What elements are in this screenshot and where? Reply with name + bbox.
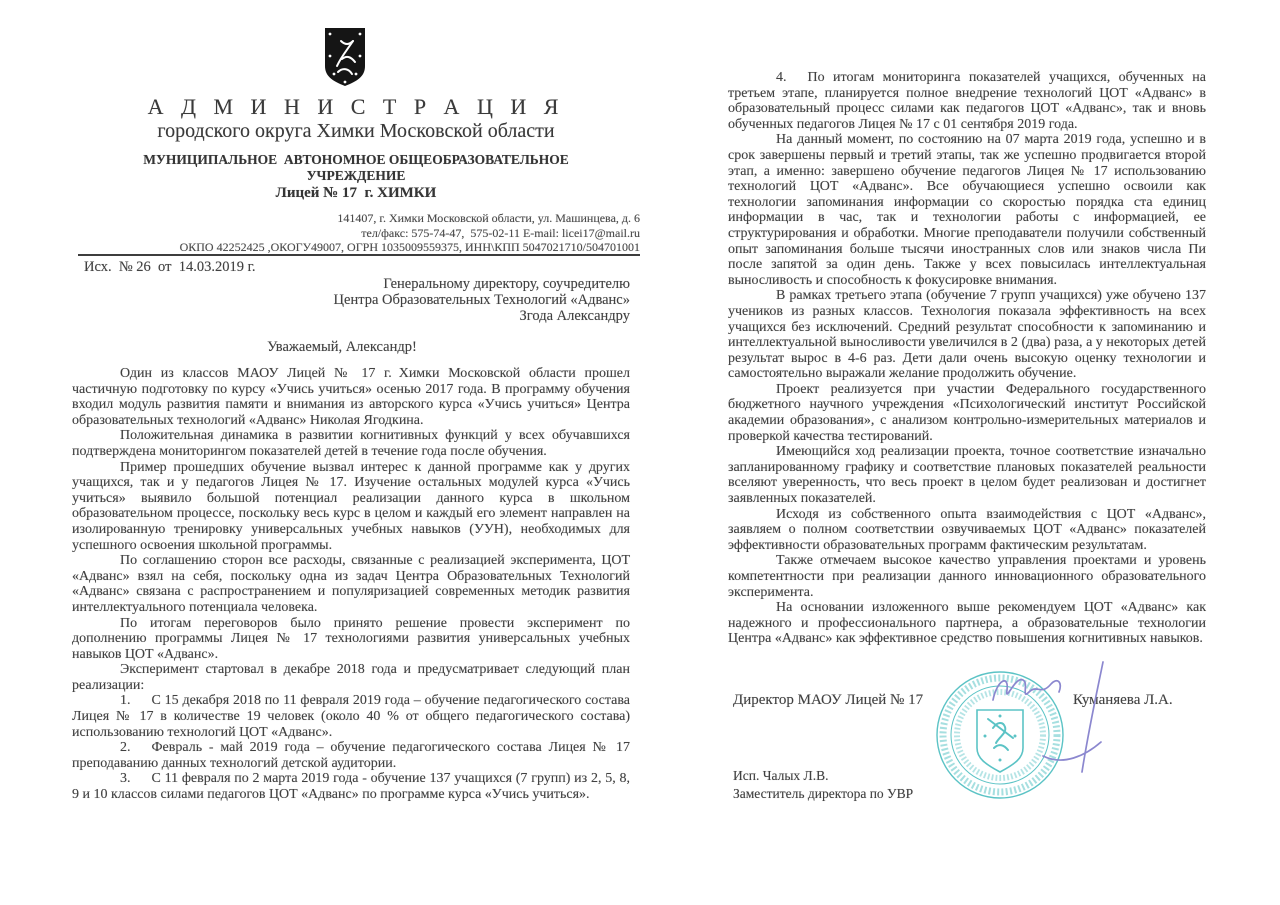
paragraph: Также отмечаем высокое качество управления проектами и уровень компетентности при реализации данного инновационного образовательного эксперимента. <box>728 553 1206 600</box>
addressee-name: Згода Александру <box>519 308 630 324</box>
addressee-block <box>300 276 630 324</box>
organization-name-line1: МУНИЦИПАЛЬНОЕ АВТОНОМНОЕ ОБЩЕОБРАЗОВАТЕЛЬНОЕ <box>143 152 569 167</box>
paragraph: Проект реализуется при участии Федерального государственного бюджетного научного учреждения «Психологический институт Российской академии образования», с анализом контрольно-измерительных материалов и проверкой качества тестирований. <box>728 381 1206 444</box>
administration-subtitle: городского округа Химки Московской области <box>157 120 555 142</box>
paragraph: 2. Февраль - май 2019 года – обучение педагогического состава Лицея № 17 преподаванию данных технологий детской аудитории. <box>72 740 630 771</box>
letterhead-divider <box>78 254 640 256</box>
coat-of-arms-icon <box>322 26 368 88</box>
paragraph: 1. С 15 декабря 2018 по 11 февраля 2019 года – обучение педагогического состава Лицея № 17 в количестве 19 человек (около 40 % от общего педагогического состава) использованию технологий ЦОТ «Адванс». <box>72 693 630 740</box>
paragraph: На данный момент, по состоянию на 07 марта 2019 года, успешно и в срок завершены первый и третий этапы, так же успешно продвигается второй этап, а именно: завершено обучение педагогов Лицея № 17 использованию технологий ЦОТ «Адванс». Все обучающиеся успешно освоили как технологии запоминания информации со скоростью порядка ста единиц информации в час, так и технологии работы с информацией, ее структурирования и обработки. Многие преподаватели получили собственный опыт запоминания больше тысячи иностранных слов или знаков числа Пи после запятой за один день. Также у всех повысилась интеллектуальная выносливость и способность к фокусировке внимания. <box>728 132 1206 288</box>
paragraph: Положительная динамика в развитии когнитивных функций у всех обучавшихся подтверждена мониторингом показателей детей в течение года после обучения. <box>72 428 630 459</box>
paragraph: В рамках третьего этапа (обучение 7 групп учащихся) уже обучено 137 учеников из разных классов. Технология показала эффективность на всех учащихся без исключений. Средний результат способности к запоминанию и интеллектуальной выносливости увеличился в 2 (два) раза, а у некоторых детей результат вырос в 4-6 раз. Дети дали очень высокую оценку технологии и самостоятельно выражали желание продолжить обучение. <box>728 288 1206 382</box>
organization-name-line2: УЧРЕЖДЕНИЕ <box>306 168 406 183</box>
paragraph: Имеющийся ход реализации проекта, точное соответствие изначально запланированному графику и соответствие плановых показателей реальности вселяют уверенность, что весь проект в целом будет реализован и достигнет заявленных показателей. <box>728 444 1206 507</box>
paragraph: Исходя из собственного опыта взаимодействия с ЦОТ «Адванс», заявляем о полном соответствии озвучиваемых ЦОТ «Адванс» показателей эффективности образовательных программ фактическим результатам. <box>728 506 1206 553</box>
director-position: Директор МАОУ Лицей № 17 <box>733 692 924 708</box>
letterhead-contacts <box>72 211 640 255</box>
paragraph: По соглашению сторон все расходы, связанные с реализацией эксперимента, ЦОТ «Адванс» взял на себя, поскольку одна из задач Центра Образовательных Технологий «Адванс» связана с распространением и популяризацией современных методик развития интеллектуального потенциала человека. <box>72 553 630 615</box>
paragraph: 4. По итогам мониторинга показателей учащихся, обученных на третьем этапе, планируется полное внедрение технологий ЦОТ «Адванс» в образовательный процесс силами как педагогов ЦОТ «Адванс», так и вновь обученных педагогов Лицея № 17 с 01 сентября 2019 года. <box>728 70 1206 132</box>
paragraph: Пример прошедших обучение вызвал интерес к данной программе как у других учащихся, так и у педагогов Лицея № 17. Изучение остальных модулей курса «Учись учиться» выявило большой потенциал реализации данного курса в школьном образовательном процессе, поскольку весь курс в целом и каждый его элемент направлен на изолированную тренировку универсальных учебных навыков (УУН), необходимых для успешного освоения школьной программы. <box>72 459 630 553</box>
letter-body-right-page <box>728 70 1206 647</box>
paragraph: По итогам переговоров было принято решение провести эксперимент по дополнению программы Лицея № 17 технологиями развития универсальных учебных навыков ЦОТ «Адванс». <box>72 615 630 662</box>
contact-registration-codes: ОКПО 42252425 ,ОКОГУ49007, ОГРН 1035009559375, ИНН\КПП 5047021710/504701001 <box>179 240 640 254</box>
contact-phone-email: тел/факс: 575-74-47, 575-02-11 E-mail: licei17@mail.ru <box>361 225 640 240</box>
paragraph: 3. С 11 февраля по 2 марта 2019 года - обучение 137 учащихся (7 групп) из 2, 5, 8, 9 и 10 классов силами педагогов ЦОТ «Адванс» по программе курса «Учись учиться». <box>72 771 630 803</box>
addressee-position: Генеральному директору, соучредителю <box>383 276 630 292</box>
administration-title: А Д М И Н И С Т Р А Ц И Я <box>147 94 565 119</box>
executor-position: Заместитель директора по УВР <box>733 785 914 801</box>
paragraph: Эксперимент стартовал в декабре 2018 года и предусматривает следующий план реализации: <box>72 662 630 693</box>
paragraph: Один из классов МАОУ Лицей № 17 г. Химки Московской области прошел частичную подготовку по курсу «Учись учиться» осенью 2017 года. В программу обучения входил модуль развития памяти и внимания из авторского курса «Учись учиться» Центра образовательных технологий «Адванс» Николая Ягодкина. <box>72 366 630 428</box>
letter-body-left-page <box>72 366 630 803</box>
director-name: Куманяева Л.А. <box>1073 692 1173 708</box>
outgoing-reference: Исх. № 26 от 14.03.2019 г. <box>84 259 256 275</box>
paragraph: На основании изложенного выше рекомендуем ЦОТ «Адванс» как надежного и профессионального партнера, а образовательные технологии Центра «Адванс» как эффективное средство повышения когнитивных навыков. <box>728 600 1206 647</box>
addressee-organization: Центра Образовательных Технологий «Адванс» <box>333 292 630 308</box>
contact-address: 141407, г. Химки Московской области, ул. Машинцева, д. 6 <box>337 211 640 225</box>
executor-name: Исп. Чалых Л.В. <box>733 768 829 783</box>
director-signature <box>985 652 1120 782</box>
executor-block <box>733 767 913 802</box>
lyceum-name: Лицей № 17 г. ХИМКИ <box>275 185 437 201</box>
salutation: Уважаемый, Александр! <box>267 339 417 355</box>
